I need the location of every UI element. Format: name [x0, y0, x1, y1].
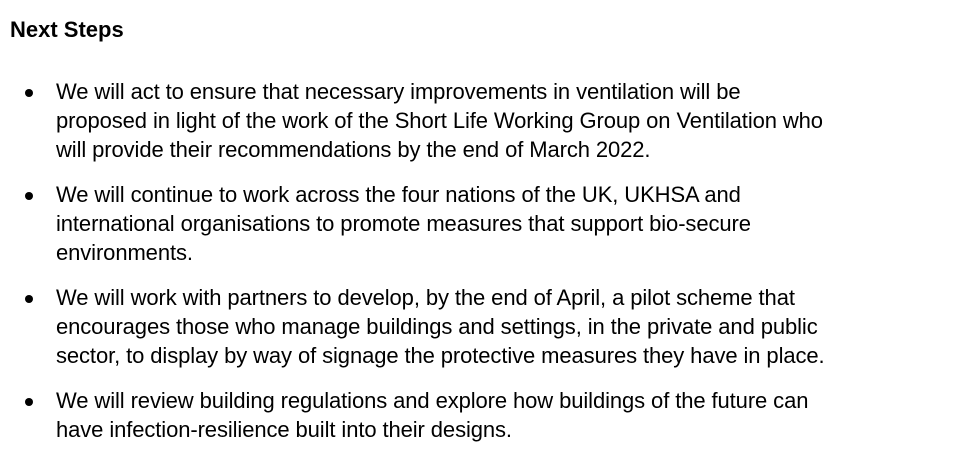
section-heading: Next Steps	[10, 17, 124, 42]
list-item-line: encourages those who manage buildings and settings, in the private and public	[56, 314, 818, 339]
list-item-line: We will act to ensure that necessary improvements in ventilation will be	[56, 79, 741, 104]
list-item-line: have infection-resilience built into their designs.	[56, 417, 512, 442]
list-item-line: environments.	[56, 240, 193, 265]
list-item-line: We will work with partners to develop, by the end of April, a pilot scheme that	[56, 285, 795, 310]
bullet-icon	[25, 192, 33, 200]
list-item-line: We will continue to work across the four nations of the UK, UKHSA and	[56, 182, 741, 207]
list-item-line: international organisations to promote measures that support bio-secure	[56, 211, 751, 236]
bullet-icon	[25, 295, 33, 303]
bullet-icon	[25, 89, 33, 97]
list-item-line: We will review building regulations and explore how buildings of the future can	[56, 388, 809, 413]
list-item-line: proposed in light of the work of the Short Life Working Group on Ventilation who	[56, 108, 823, 133]
list-item-line: will provide their recommendations by the end of March 2022.	[56, 137, 651, 162]
list-item-line: sector, to display by way of signage the protective measures they have in place.	[56, 343, 825, 368]
list-item	[0, 180, 968, 267]
next-steps-list	[0, 77, 968, 460]
bullet-icon	[25, 398, 33, 406]
list-item	[0, 77, 968, 164]
list-item	[0, 283, 968, 370]
list-item	[0, 386, 968, 444]
